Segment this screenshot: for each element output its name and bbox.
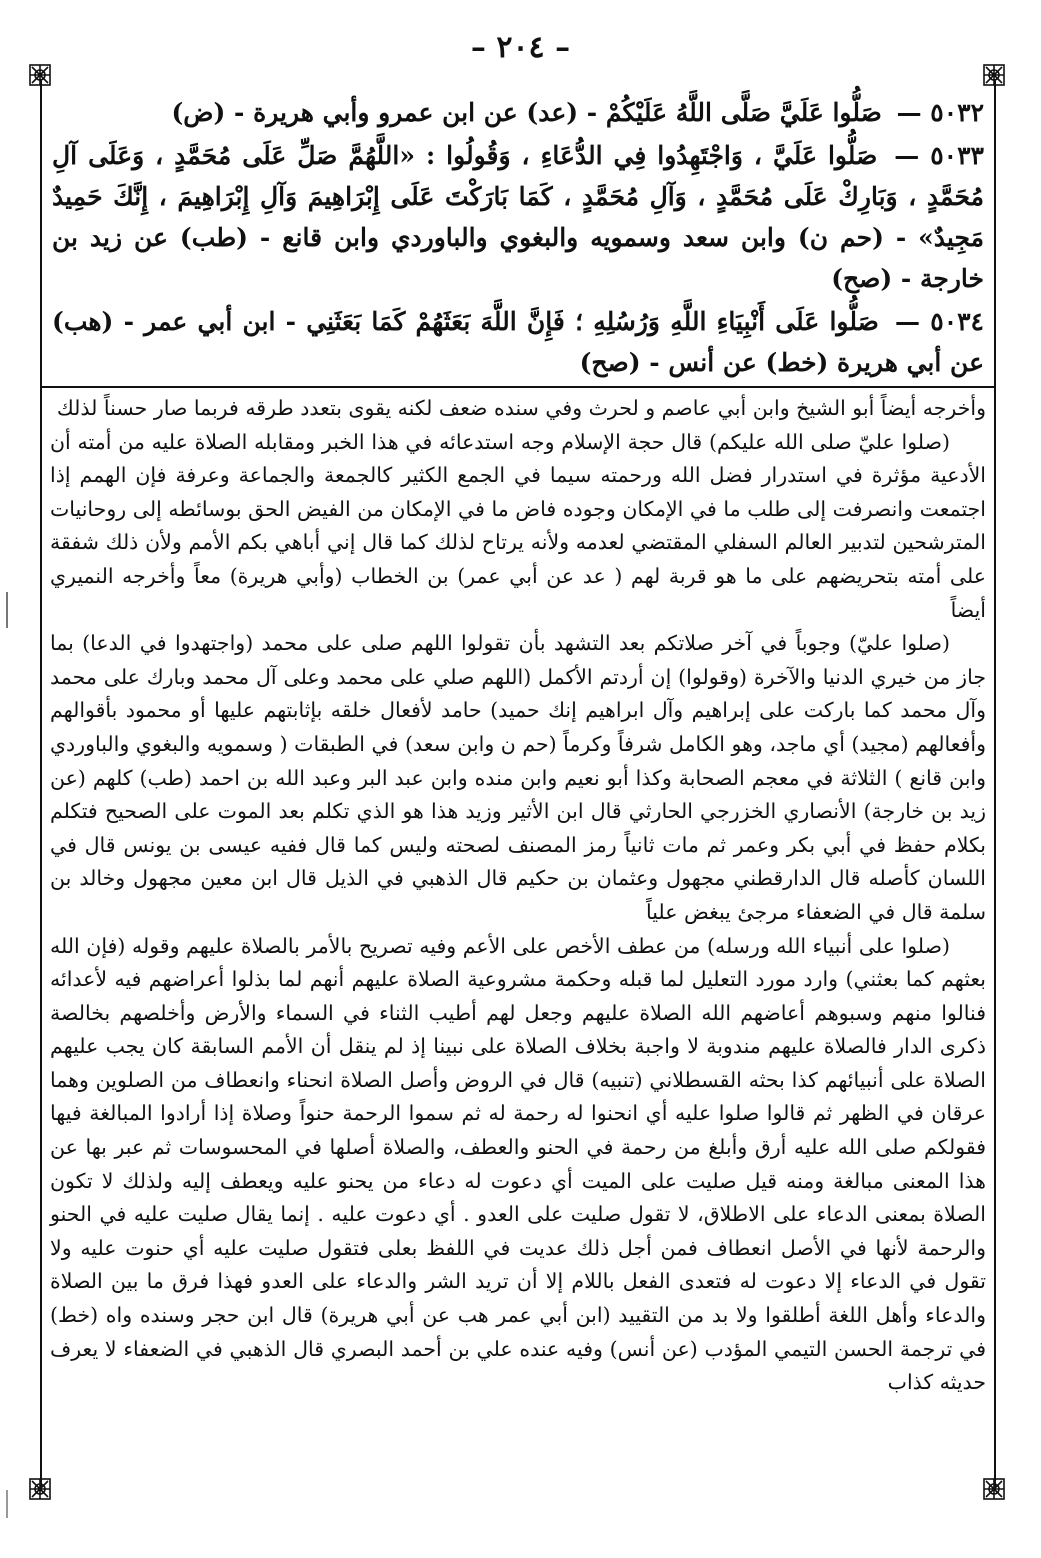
- commentary-section: [50, 392, 986, 1400]
- hadith-entry: [52, 92, 984, 133]
- floral-corner-icon: [981, 62, 1007, 88]
- commentary-paragraph: (صلوا عليّ) وجوباً في آخر صلاتكم بعد التشهد بأن تقولوا اللهم صلى على محمد (واجتهدوا في الدعا) بما جاز من خيري الدنيا والآخرة (وقولوا) إن أردتم الأكمل (اللهم صلي على محمد وعلى آل محمد وبارك على محمد وآل محمد كما باركت على إبراهيم وآل ابراهيم إنك حميد) حامد لأفعال خلقه بإثابتهم عليها أو محمود بأقوالهم وأفعالهم (مجيد) أي ماجد، وهو الكامل شرفاً وكرماً (حم ن وابن سعد) في الطبقات ( وسمويه والبغوي والباوردي وابن قانع ) الثلاثة في معجم الصحابة وكذا أبو نعيم وابن منده وابن عبد البر وعبد الله بن احمد (طب) كلهم (عن زيد بن خارجة) الأنصاري الخزرجي الحارثي قال ابن الأثير وزيد هذا هو الذي تكلم بعد الموت على الصحيح فتكلم بكلام حفظ في أبي بكر وعمر ثم مات ثانياً رمز المصنف لصحته وليس كما قال ففيه عيسى بن يونس قال في اللسان كأصله قال الدارقطني مجهول وعثمان بن حكيم قال الذهبي في الذيل قال ابن معين مجهول وخالد بن سلمة قال في الضعفاء مرجئ يبغض علياً: [50, 631, 986, 924]
- hadith-text: صَلُّوا عَلَى أَنْبِيَاءِ اللَّهِ وَرُسُلِهِ ؛ فَإِنَّ اللَّهَ بَعَثَهُمْ كَمَا بَعَثَنِي - ابن أبي عمر - (هب) عن أبي هريرة (خط) عن أنس - (صح): [52, 307, 984, 377]
- section-divider: [42, 386, 994, 388]
- commentary-paragraph: وأخرجه أيضاً أبو الشيخ وابن أبي عاصم و لحرث وفي سنده ضعف لكنه يقوى بتعدد طرقه فربما صار حسناً لذلك: [56, 396, 986, 420]
- hadith-section: [52, 92, 984, 385]
- page-frame-right-border: [994, 80, 996, 1488]
- scan-margin-mark: [6, 1490, 8, 1518]
- scan-margin-mark: [6, 592, 8, 628]
- hadith-entry: [52, 135, 984, 299]
- commentary-paragraph: (صلوا على أنبياء الله ورسله) من عطف الأخص على الأعم وفيه تصريح بالأمر بالصلاة عليهم وقوله (فإن الله بعثهم كما بعثني) وارد مورد التعليل لما قبله وحكمة مشروعية الصلاة عليهم أنهم لما بذلوا أعراضهم فيه لأعدائه فنالوا منهم وسبوهم أعاضهم الله الصلاة عليهم وجعل لهم أطيب الثناء في السماء والأرض وأخلصهم بخالصة ذكرى الدار فالصلاة عليهم مندوبة لا واجبة بخلاف الصلاة على نبينا إذ لم ينقل أن الأمم السابقة كان يجب عليهم الصلاة على أنبيائهم كذا بحثه القسطلاني (تنبيه) قال في الروض وأصل الصلاة انحناء وانعطاف من الصلوين وهما عرقان في الظهر ثم قالوا صلوا عليه أي انحنوا له رحمة له ثم سموا الرحمة حنواً وصلاة إذا أرادوا المبالغة فيها فقولكم صلى الله عليه أرق وأبلغ من رحمة في الحنو والعطف، والصلاة أصلها في المحسوسات ثم عبر بها عن هذا المعنى مبالغة ومنه قيل صليت على الميت أي دعوت له دعاء من يحنو عليه ويعطف إليه ولذلك لا تكون الصلاة بمعنى الدعاء على الاطلاق، لا تقول صليت على العدو . أي دعوت عليه . إنما يقال صليت عليه في الحنو والرحمة لأنها في الأصل انعطاف فمن أجل ذلك عديت في اللفظ بعلى فتقول صليت عليه أي حنوت عليه ولا تقول في الدعاء إلا دعوت له فتعدى الفعل باللام إلا أن تريد الشر والدعاء على العدو فهذا فرق ما بين الصلاة والدعاء وأهل اللغة أطلقوا ولا بد من التقييد (ابن أبي عمر هب عن أبي هريرة) قال ابن حجر وسنده واه (خط) في ترجمة الحسن التيمي المؤدب (عن أنس) وفيه عنده علي بن أحمد البصري قال الذهبي في الضعفاء لا يعرف حديثه كذاب: [50, 933, 986, 1395]
- hadith-text: صَلُّوا عَلَيَّ صَلَّى اللَّهُ عَلَيْكُمْ - (عد) عن ابن عمرو وأبي هريرة - (ض): [171, 98, 882, 127]
- hadith-number: ٥٠٣٢ —: [896, 98, 984, 127]
- floral-corner-icon: [27, 62, 53, 88]
- hadith-text: صَلُّوا عَلَيَّ ، وَاجْتَهِدُوا فِي الدُّعَاءِ ، وَقُولُوا : «اللَّهُمَّ صَلِّ عَلَى مُحَمَّدٍ ، وَعَلَى آلِ مُحَمَّدٍ ، وَبَارِكْ عَلَى مُحَمَّدٍ ، وَآلِ مُحَمَّدٍ ، كَمَا بَارَكْتَ عَلَى إِبْرَاهِيمَ وَآلِ إِبْرَاهِيمَ ، إِنَّكَ حَمِيدٌ مَجِيدٌ» - (حم ن) وابن سعد وسمويه والبغوي والباوردي وابن قانع - (طب) عن زيد بن خارجة - (صح): [52, 141, 984, 293]
- page-number: – ٢٠٤ –: [470, 30, 571, 65]
- hadith-number: ٥٠٣٤ —: [895, 307, 984, 336]
- floral-corner-icon: [27, 1476, 53, 1502]
- hadith-number: ٥٠٣٣ —: [894, 141, 984, 170]
- commentary-paragraph: (صلوا عليّ صلى الله عليكم) قال حجة الإسلام وجه استدعائه في هذا الخبر ومقابله الصلاة عليه من أمته أن الأدعية مؤثرة في استدرار فضل الله ورحمته سيما في الجمع الكثير كالجمعة والجماعة وعرفة فإن الهمم إذا اجتمعت وانصرفت إلى طلب ما في الإمكان وجوده فاض ما في الإمكان من الفيض الحق بوسائطه إلى روحانيات المترشحين لتدبير العالم السفلي المقتضي لعدمه ولأنه يرتاح لذلك كما قال إني أباهي بكم الأمم ولأن ذلك شفقة على أمته بتحريضهم على ما هو قربة لهم ( عد عن أبي عمر) بن الخطاب (وأبي هريرة) معاً وأخرجه النميري أيضاً: [50, 429, 986, 622]
- floral-corner-icon: [981, 1476, 1007, 1502]
- hadith-entry: [52, 301, 984, 383]
- page-frame-left-border: [40, 80, 42, 1488]
